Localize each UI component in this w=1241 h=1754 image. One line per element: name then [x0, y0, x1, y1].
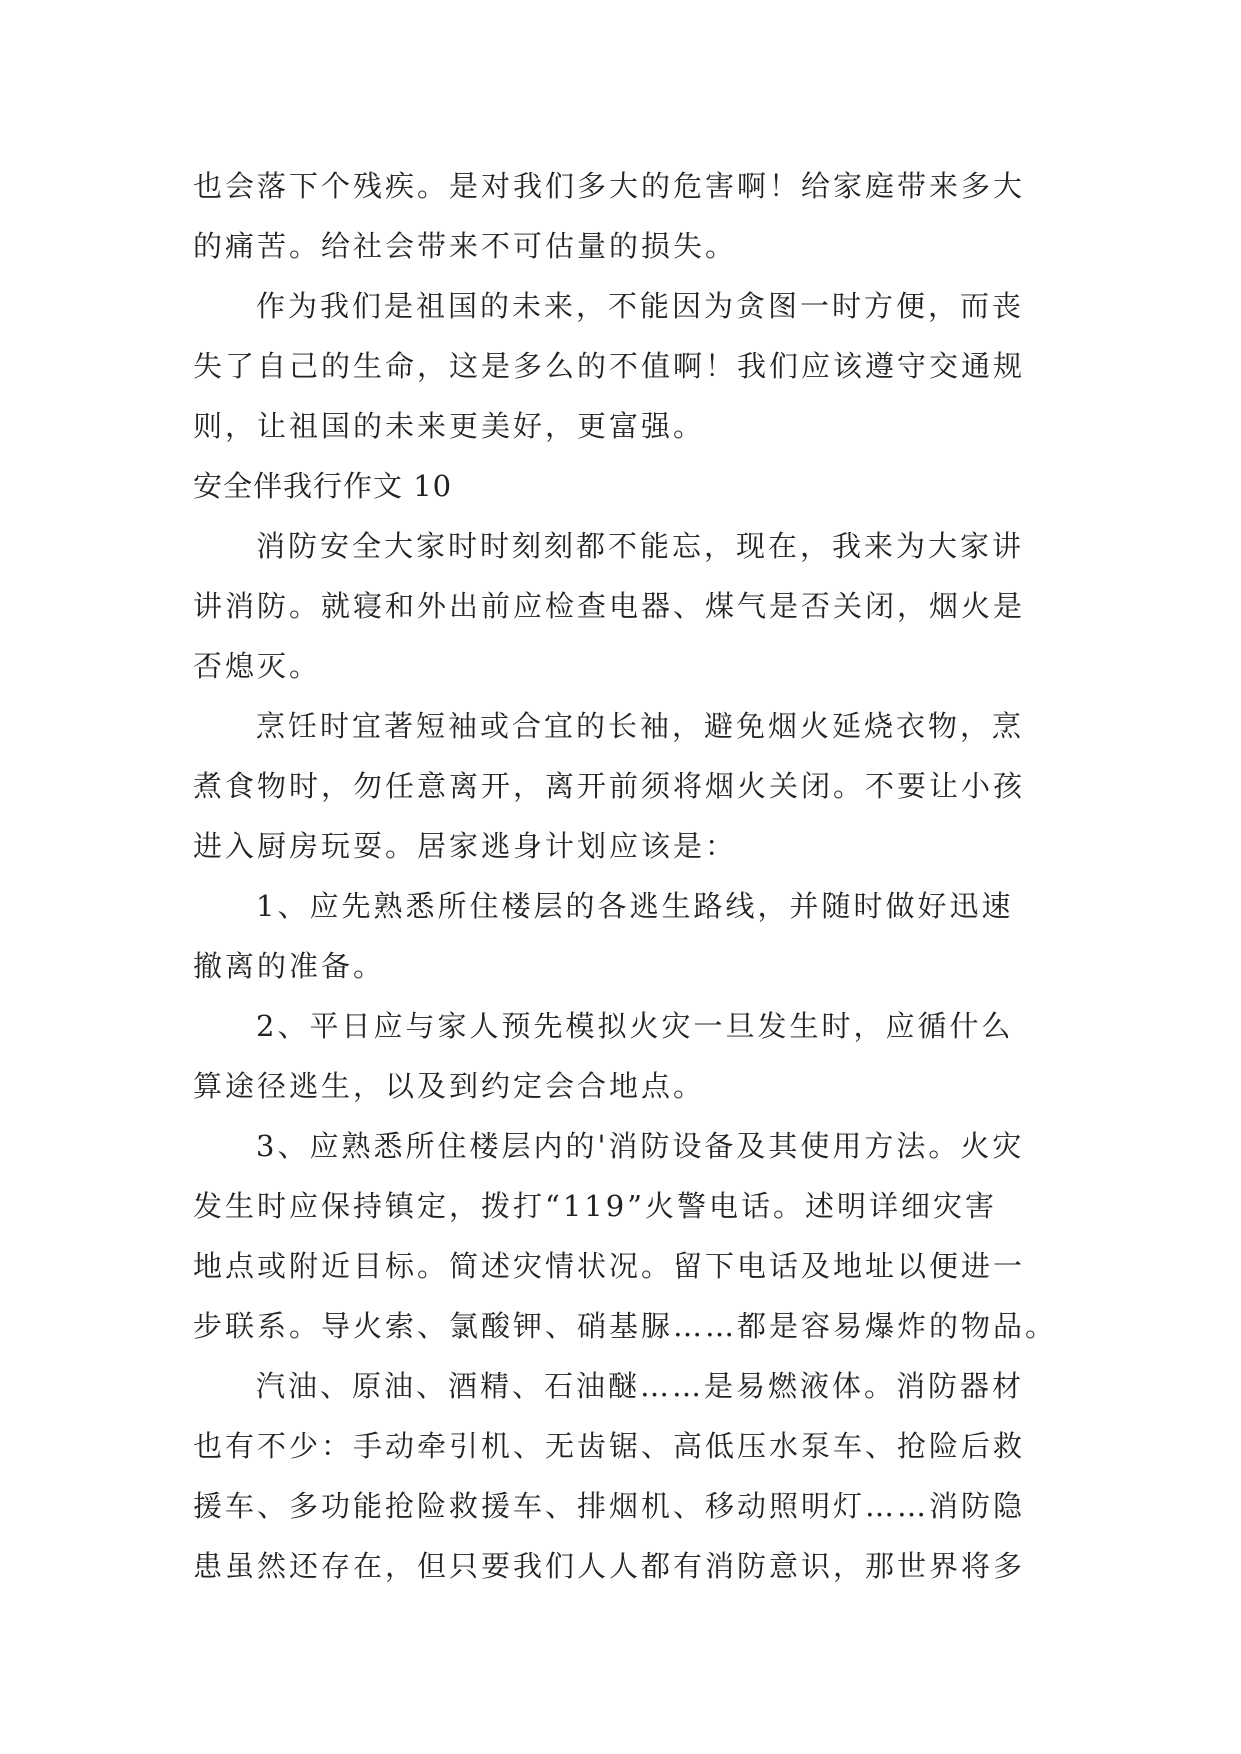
text-line: 地点或附近目标。简述灾情状况。留下电话及地址以便进一 — [193, 1249, 1026, 1283]
text-line: 失了自己的生命，这是多么的不值啊！我们应该遵守交通规 — [193, 349, 1026, 383]
text-line: 进入厨房玩耍。居家逃身计划应该是： — [193, 829, 738, 863]
list-item-line: 1、应先熟悉所住楼层的各逃生路线，并随时做好迅速 — [256, 889, 1014, 923]
text-line: 否熄灭。 — [193, 649, 322, 683]
text-line: 患虽然还存在，但只要我们人人都有消防意识，那世界将多 — [193, 1549, 1026, 1583]
text-line: 讲消防。就寝和外出前应检查电器、煤气是否关闭，烟火是 — [193, 589, 1026, 623]
text-line: 步联系。导火索、氯酸钾、硝基脲……都是容易爆炸的物品。 — [193, 1309, 1058, 1343]
paragraph-start-line: 作为我们是祖国的未来，不能因为贪图一时方便，而丧 — [256, 289, 1025, 323]
text-line: 则，让祖国的未来更美好，更富强。 — [193, 409, 706, 443]
text-line: 发生时应保持镇定，拨打“119”火警电话。述明详细灾害 — [193, 1189, 998, 1223]
list-item-line: 3、应熟悉所住楼层内的'消防设备及其使用方法。火灾 — [256, 1129, 1025, 1163]
text-line: 也有不少：手动牵引机、无齿锯、高低压水泵车、抢险后救 — [193, 1429, 1026, 1463]
paragraph-start-line: 汽油、原油、酒精、石油醚……是易燃液体。消防器材 — [256, 1369, 1025, 1403]
paragraph-start-line: 消防安全大家时时刻刻都不能忘，现在，我来为大家讲 — [256, 529, 1025, 563]
text-line: 援车、多功能抢险救援车、排烟机、移动照明灯……消防隐 — [193, 1489, 1026, 1523]
document-body — [193, 156, 1058, 1596]
text-line: 煮食物时，勿任意离开，离开前须将烟火关闭。不要让小孩 — [193, 769, 1026, 803]
paragraph-start-line: 烹饪时宜著短袖或合宜的长袖，避免烟火延烧衣物，烹 — [256, 709, 1025, 743]
text-line: 也会落下个残疾。是对我们多大的危害啊！给家庭带来多大 — [193, 169, 1026, 203]
text-line: 算途径逃生，以及到约定会合地点。 — [193, 1069, 706, 1103]
text-line: 的痛苦。给社会带来不可估量的损失。 — [193, 229, 738, 263]
text-line: 撤离的准备。 — [193, 949, 386, 983]
list-item-line: 2、平日应与家人预先模拟火灾一旦发生时，应循什么 — [256, 1009, 1014, 1043]
section-heading: 安全伴我行作文 10 — [193, 469, 453, 503]
